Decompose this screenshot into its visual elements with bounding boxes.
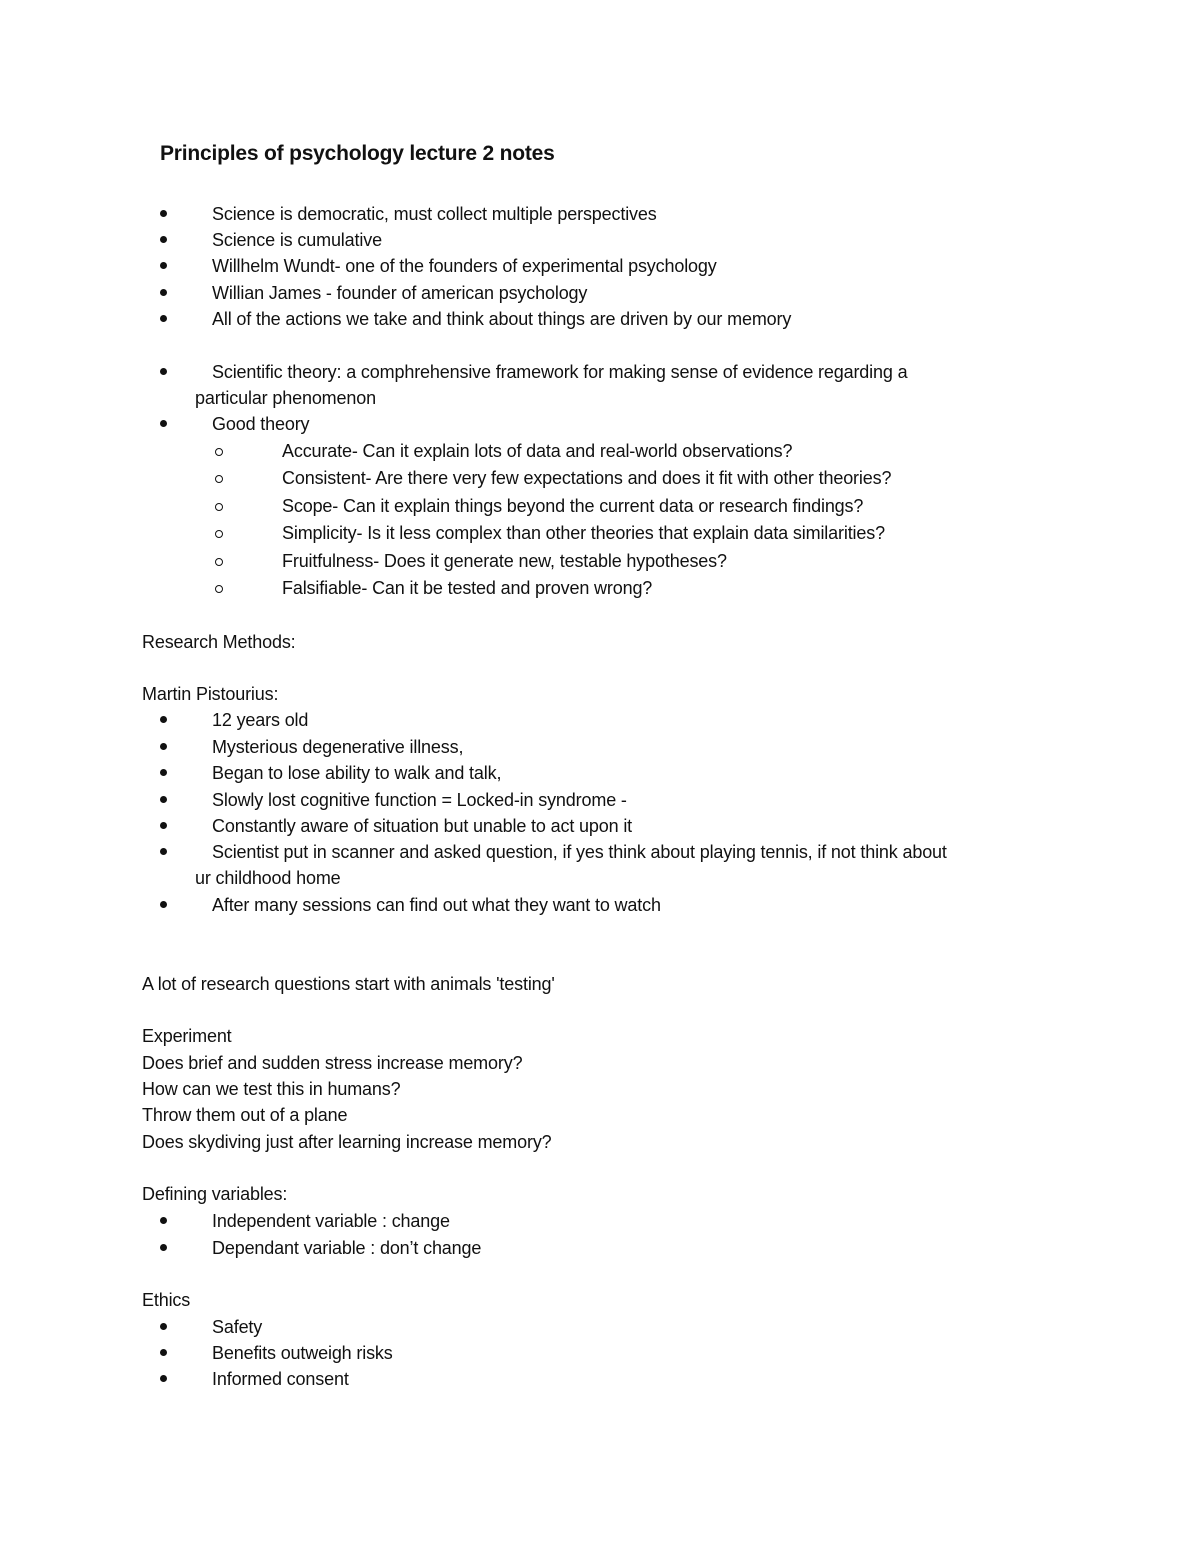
sub-list-item: Falsifiable- Can it be tested and proven wrong? [282,578,653,598]
section-heading: Defining variables: [142,1184,288,1204]
page-title: Principles of psychology lecture 2 notes [160,142,555,165]
section-heading: Ethics [142,1290,191,1310]
paragraph: How can we test this in humans? [142,1079,401,1099]
list-item: Safety [212,1317,263,1337]
list-item: Willian James - founder of american psychology [212,283,588,303]
list-item-continuation: ur childhood home [195,868,341,888]
sub-list-item: Fruitfulness- Does it generate new, testable hypotheses? [282,551,727,571]
list-item: Science is cumulative [212,230,382,250]
list-item: Constantly aware of situation but unable to act upon it [212,816,633,836]
list-item: Dependant variable : don’t change [212,1238,482,1258]
list-item: Benefits outweigh risks [212,1343,393,1363]
list-item: Willhelm Wundt- one of the founders of experimental psychology [212,256,717,276]
list-item-continuation: particular phenomenon [195,388,376,408]
list-item: Independent variable : change [212,1211,450,1231]
paragraph: Does brief and sudden stress increase memory? [142,1053,523,1073]
list-item: After many sessions can find out what they want to watch [212,895,661,915]
list-item: Science is democratic, must collect multiple perspectives [212,204,657,224]
list-item: All of the actions we take and think about things are driven by our memory [212,309,792,329]
sub-list-item: Consistent- Are there very few expectations and does it fit with other theories? [282,468,892,488]
paragraph: Does skydiving just after learning increase memory? [142,1132,552,1152]
list-item: Scientific theory: a comphrehensive framework for making sense of evidence regarding a [212,362,908,382]
list-item: Informed consent [212,1369,349,1389]
paragraph: A lot of research questions start with animals 'testing' [142,974,555,994]
section-heading: Martin Pistourius: [142,684,279,704]
list-item: 12 years old [212,710,309,730]
section-heading: Experiment [142,1026,232,1046]
paragraph: Throw them out of a plane [142,1105,348,1125]
list-item: Good theory [212,414,310,434]
sub-list-item: Simplicity- Is it less complex than other theories that explain data similarities? [282,523,885,543]
list-item: Mysterious degenerative illness, [212,737,464,757]
sub-list-item: Scope- Can it explain things beyond the current data or research findings? [282,496,864,516]
list-item: Slowly lost cognitive function = Locked-in syndrome - [212,790,627,810]
list-item: Scientist put in scanner and asked question, if yes think about playing tennis, if not think about [212,842,947,862]
list-item: Began to lose ability to walk and talk, [212,763,502,783]
sub-list-item: Accurate- Can it explain lots of data and real-world observations? [282,441,793,461]
section-heading: Research Methods: [142,632,296,652]
